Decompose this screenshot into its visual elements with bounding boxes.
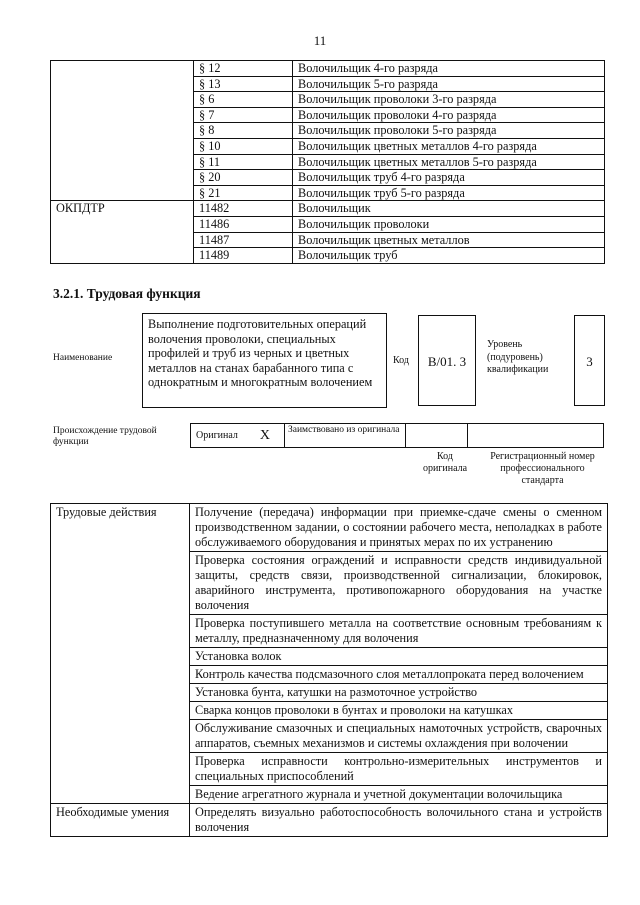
table-cell-title: Волочильщик труб 4-го разряда [293,170,605,186]
table-cell-title: Волочильщик труб [293,248,605,264]
table-cell-classifier: ОКПДТР [51,201,194,263]
table-cell-title: Волочильщик 5-го разряда [293,76,605,92]
function-name-box: Выполнение подготовительных операций волочения проволоки, специальных профилей и труб из черных и цветных металлов на станах барабанного типа с однократным и многократным волочением [142,313,387,408]
table-cell-title: Волочильщик проволоки 4-го разряда [293,107,605,123]
table-cell-category: Необходимые умения [51,804,190,837]
table-cell-code: 11486 [194,216,293,232]
table-cell-category: Трудовые действия [51,504,190,804]
page-number: 11 [313,33,327,48]
table-cell-action: Установка бунта, катушки на размоточное устройство [190,684,608,702]
table-cell-code: § 21 [194,185,293,201]
table-cell-title: Волочильщик цветных металлов 4-го разряда [293,138,605,154]
table-cell-code: 11482 [194,201,293,217]
table-cell-title: Волочильщик цветных металлов 5-го разряда [293,154,605,170]
section-title: 3.2.1. Трудовая функция [53,286,201,301]
table-cell-action: Сварка концов проволоки в бунтах и проволоки на катушках [190,702,608,720]
code-label: Код [393,355,409,366]
origin-label: Происхождение трудовой функции [53,426,157,447]
table-cell-title: Волочильщик 4-го разряда [293,61,605,77]
code-original-cell [405,423,468,448]
borrowed-cell: Заимствовано из оригинала [284,423,406,448]
code-value-box: B/01. 3 [418,315,476,406]
table-cell-code: § 11 [194,154,293,170]
table-row [51,61,605,77]
original-mark: X [259,427,271,443]
table-cell-code: 11489 [194,248,293,264]
table-row [51,804,608,837]
table-row [51,504,608,552]
table-cell-action: Обслуживание смазочных и специальных намоточных устройств, сварочных аппаратов, съемных механизмов и системы охлаждения при волочении [190,720,608,753]
original-cell [190,423,285,448]
table-cell-code: § 10 [194,138,293,154]
qualification-level-box: 3 [574,315,605,406]
labor-actions-table [50,503,608,837]
table-cell-title: Волочильщик проволоки [293,216,605,232]
table-cell-code: § 6 [194,92,293,108]
table-cell-action: Установка волок [190,648,608,666]
table-cell-title: Волочильщик цветных металлов [293,232,605,248]
origin-row [190,423,605,448]
qualification-level-label: Уровень (подуровень) квалификации [487,339,549,375]
table-cell-title: Волочильщик проволоки 3-го разряда [293,92,605,108]
table-cell-code: 11487 [194,232,293,248]
table-cell-action: Ведение агрегатного журнала и учетной документации волочильщика [190,786,608,804]
table-cell-action: Контроль качества подсмазочного слоя металлопроката перед волочением [190,666,608,684]
table-cell-title: Волочильщик труб 5-го разряда [293,185,605,201]
reg-number-label: Регистрационный номер профессионального стандарта [490,451,595,486]
table-cell-code: § 13 [194,76,293,92]
reg-number-cell [467,423,604,448]
table-cell-code: § 8 [194,123,293,139]
table-cell-action: Проверка исправности контрольно-измерительных инструментов и специальных приспособлений [190,753,608,786]
table-cell-code: § 7 [194,107,293,123]
table-cell-title: Волочильщик проволоки 5-го разряда [293,123,605,139]
qualification-codes-table [50,60,605,264]
table-cell-classifier [51,61,194,201]
table-cell-action: Проверка поступившего металла на соответствие основным требованиям к металлу, предназначенному для волочения [190,615,608,648]
table-cell-action: Получение (передача) информации при приемке-сдаче смены о сменном производственном задании, о состоянии рабочего места, неполадках в работе обслуживаемого оборудования и принятых мерах по их устранению [190,504,608,552]
table-cell-code: § 20 [194,170,293,186]
table-row [51,201,605,217]
original-label: Оригинал [196,430,238,441]
table-cell-action: Проверка состояния ограждений и исправности средств индивидуальной защиты, средств связи, производственной сигнализации, блокировок, аварийного инструмента, противопожарного оборудования на участке волочения [190,552,608,615]
table-cell-action: Определять визуально работоспособность волочильного стана и устройств волочения [190,804,608,837]
table-cell-code: § 12 [194,61,293,77]
code-original-label: Код оригинала [422,451,468,474]
table-cell-title: Волочильщик [293,201,605,217]
name-label: Наименование [53,353,113,363]
